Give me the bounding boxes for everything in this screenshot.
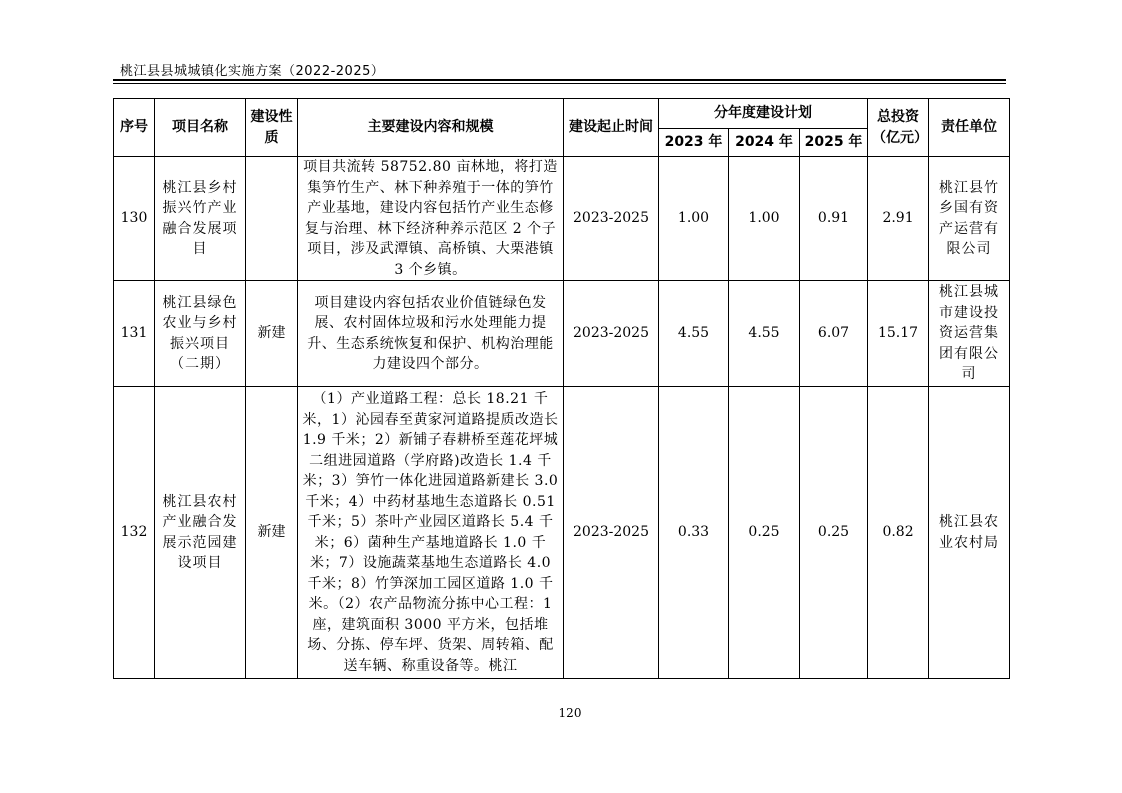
header-annual-plan: 分年度建设计划: [659, 99, 868, 129]
row-responsible-unit: 桃江县农业农村局: [929, 387, 1010, 679]
row-nature: [246, 157, 298, 281]
row-seq: 131: [114, 281, 155, 387]
row-total: 0.82: [868, 387, 929, 679]
header-rule-thin: [113, 83, 1006, 84]
row-2023: 4.55: [659, 281, 729, 387]
table-row: [114, 157, 1010, 281]
row-responsible-unit: 桃江县竹乡国有资产运营有限公司: [929, 157, 1010, 281]
row-period: 2023-2025: [564, 157, 659, 281]
header-2025: 2025 年: [800, 129, 868, 157]
header-period: 建设起止时间: [564, 99, 659, 157]
row-2025: 0.25: [800, 387, 868, 679]
row-2025: 6.07: [800, 281, 868, 387]
row-content: 项目建设内容包括农业价值链绿色发展、农村固体垃圾和污水处理能力提升、生态系统恢复和保护、机构治理能力建设四个部分。: [298, 281, 564, 387]
row-2023: 1.00: [659, 157, 729, 281]
row-content: 项目共流转 58752.80 亩林地，将打造集笋竹生产、林下种养殖于一体的笋竹产业基地，建设内容包括竹产业生态修复与治理、林下经济种养示范区 2 个子项目，涉及武潭镇、高桥镇、大栗港镇 3 个乡镇。: [298, 157, 564, 281]
row-nature: 新建: [246, 387, 298, 679]
row-2024: 4.55: [729, 281, 800, 387]
row-total: 2.91: [868, 157, 929, 281]
header-seq: 序号: [114, 99, 155, 157]
row-project-name: 桃江县绿色农业与乡村振兴项目（二期）: [155, 281, 246, 387]
header-name: 项目名称: [155, 99, 246, 157]
row-seq: 130: [114, 157, 155, 281]
page-number: 120: [558, 706, 582, 720]
header-2024: 2024 年: [729, 129, 800, 157]
row-seq: 132: [114, 387, 155, 679]
row-2025: 0.91: [800, 157, 868, 281]
table-row: [114, 281, 1010, 387]
header-total: 总投资（亿元）: [868, 99, 929, 157]
row-period: 2023-2025: [564, 281, 659, 387]
row-2024: 1.00: [729, 157, 800, 281]
row-2024: 0.25: [729, 387, 800, 679]
document-header-title: 桃江县县城城镇化实施方案（2022-2025）: [120, 64, 385, 79]
header-rule-thick: [113, 79, 1006, 81]
row-total: 15.17: [868, 281, 929, 387]
project-table: [113, 98, 1010, 679]
table-header-row: [114, 99, 1010, 129]
row-nature: 新建: [246, 281, 298, 387]
row-project-name: 桃江县农村产业融合发展示范园建设项目: [155, 387, 246, 679]
header-unit: 责任单位: [929, 99, 1010, 157]
row-period: 2023-2025: [564, 387, 659, 679]
row-2023: 0.33: [659, 387, 729, 679]
header-nature: 建设性质: [246, 99, 298, 157]
row-content: （1）产业道路工程：总长 18.21 千米，1）沁园春至黄家河道路提质改造长 1.9 千米；2）新铺子春耕桥至莲花坪城二组进园道路（学府路)改造长 1.4 千米；3）笋竹一体化进园道路新建长 3.0 千米；4）中药材基地生态道路长 0.51 千米；5）茶叶产业园区道路长 5.4 千米；6）菌种生产基地道路长 1.0 千米；7）设施蔬菜基地生态道路长 4.0 千米；8）竹笋深加工园区道路 1.0 千米。（2）农产品物流分拣中心工程：1 座，建筑面积 3000 平方米，包括堆场、分拣、停车坪、货架、周转箱、配送车辆、称重设备等。桃江: [298, 387, 564, 679]
header-2023: 2023 年: [659, 129, 729, 157]
header-content: 主要建设内容和规模: [298, 99, 564, 157]
row-responsible-unit: 桃江县城市建设投资运营集团有限公司: [929, 281, 1010, 387]
row-project-name: 桃江县乡村振兴竹产业融合发展项目: [155, 157, 246, 281]
table-row: [114, 387, 1010, 679]
